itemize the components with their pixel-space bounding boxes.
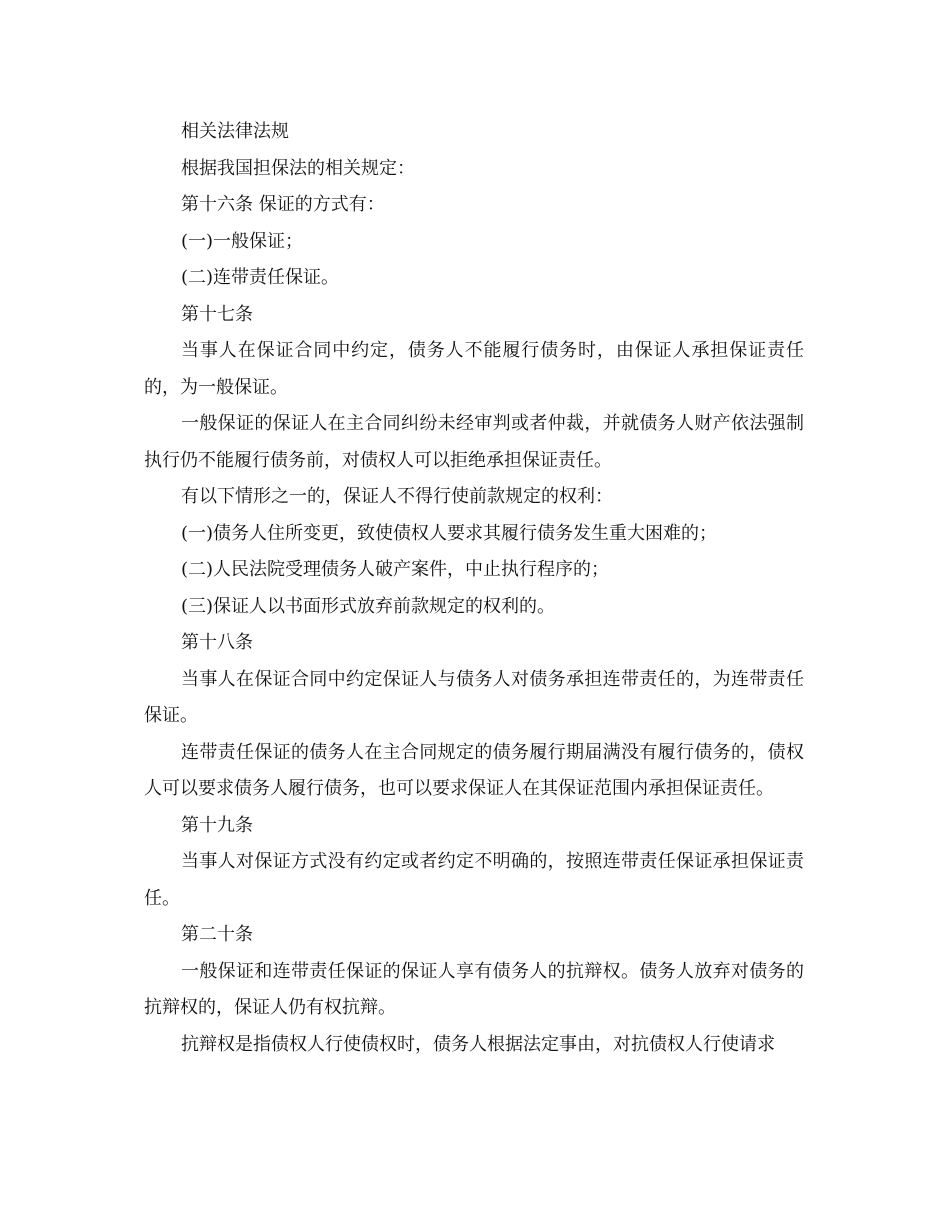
section-heading: 相关法律法规 [181,121,289,142]
article-16-heading: 第十六条 保证的方式有： [181,194,385,215]
article-19-paragraph-1: 当事人对保证方式没有约定或者约定不明确的，按照连带责任保证承担保证责任。 [144,851,804,909]
article-17-item-2: (二)人民法院受理债务人破产案件，中止执行程序的； [181,559,610,580]
article-18-paragraph-1: 当事人在保证合同中约定保证人与债务人对债务承担连带责任的，为连带责任保证。 [144,668,804,726]
article-16-item-2: (二)连带责任保证。 [181,267,340,288]
article-18-paragraph-2: 连带责任保证的债务人在主合同规定的债务履行期届满没有履行债务的，债权人可以要求债务人履行债务，也可以要求保证人在其保证范围内承担保证责任。 [144,741,804,799]
article-17-item-3: (三)保证人以书面形式放弃前款规定的权利的。 [181,595,556,617]
article-18-heading: 第十八条 [181,632,253,653]
article-17-paragraph-1: 当事人在保证合同中约定，债务人不能履行债务时，由保证人承担保证责任的，为一般保证。 [144,340,804,398]
article-17-paragraph-3: 有以下情形之一的，保证人不得行使前款规定的权利： [181,486,613,507]
article-16-item-1: (一)一般保证； [181,230,304,252]
article-19-heading: 第十九条 [181,814,253,836]
article-17-heading: 第十七条 [181,303,253,325]
document-body [144,114,804,1063]
article-17-item-1: (一)债务人住所变更，致使债权人要求其履行债务发生重大困难的； [181,522,718,544]
article-20-heading: 第二十条 [181,924,253,945]
article-17-paragraph-2: 一般保证的保证人在主合同纠纷未经审判或者仲裁，并就债务人财产依法强制执行仍不能履行债务前，对债权人可以拒绝承担保证责任。 [144,413,804,471]
article-20-paragraph-2: 抗辩权是指债权人行使债权时，债务人根据法定事由，对抗债权人行使请求 [181,1033,775,1055]
article-20-paragraph-1: 一般保证和连带责任保证的保证人享有债务人的抗辩权。债务人放弃对债务的抗辩权的，保证人仍有权抗辩。 [144,960,804,1018]
intro-paragraph: 根据我国担保法的相关规定： [181,157,415,179]
